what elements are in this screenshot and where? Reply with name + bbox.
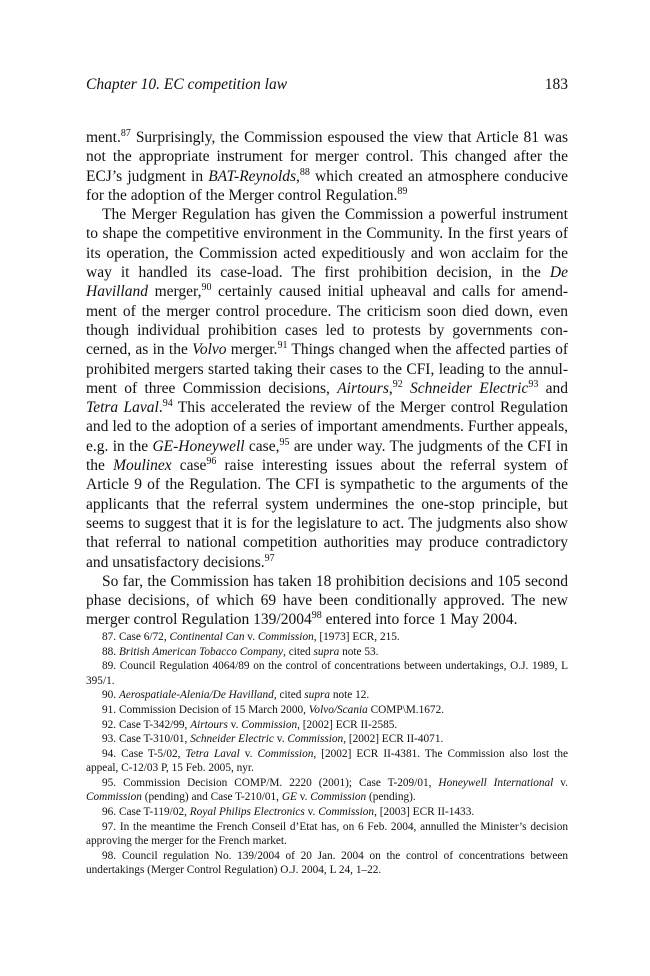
text-run: , cited [283,645,314,658]
text-run: certainly caused initial upheaval and calls for amendment of the merger control procedure. The criticism soon died down, even though individual prohibition cases led to protests by governments concerned, as in the [86,283,568,359]
case-name: Commission [287,733,344,746]
paragraph [86,128,568,205]
case-name: British American Tobacco Company [118,645,284,658]
text-run: and [538,379,568,397]
case-name: Commission [86,791,142,804]
text-run: note 12. [330,689,370,702]
text-run: . [158,399,163,417]
text-run: entered into force 1 May 2004. [321,611,518,629]
case-name: Tetra Laval [185,748,240,761]
text-run: 91. Commission Decision of 15 March 2000, [102,704,309,717]
case-name: BAT-Reynolds [208,167,297,185]
paragraph [86,205,568,572]
page-number: 183 [544,76,568,93]
text-run: case [171,457,207,475]
footnote-ref: 96 [206,456,217,468]
footnote-87 [86,630,568,644]
footnote-93 [86,732,568,746]
case-name: Royal Philips Electronics [189,805,305,818]
footnote-ref: 90 [201,282,212,294]
text-run: (pending) and Case T-210/01, [141,791,282,804]
footnote-ref: 88 [299,166,310,178]
text-run: 90. [102,689,119,702]
text-run: Surprisingly, the Commission espoused the view that Article 81 was not the appropriate instrument for merger control. This changed after the ECJ’s judgment in [86,129,568,185]
text-run: 96. Case T-119/02, [102,805,190,818]
text-run: , [2002] ECR II-2585. [297,718,398,731]
text-run: 87. Case 6/72, [102,631,170,643]
text-run: ment. [86,129,121,146]
text-run: The Merger Regulation has given the Commission a powerful instrument to shape the competitive environment in the Community. In the first years of its operation, the Commission acted expeditiously and won acclaim for the way it handled its case-load. The first prohibition decision, in the [86,206,568,282]
case-name: Tetra Laval [86,399,159,417]
case-name: Volvo/Scania [308,704,368,717]
running-head [86,76,568,94]
text-run: , [2002] ECR II-4071. [343,733,444,746]
footnote-ref: 89 [397,185,408,197]
case-name: Commission [257,631,314,643]
text-run: (pending). [366,791,416,804]
text-run: 95. Commission Decision COMP/M. 2220 (2001); Case T-209/01, [102,777,439,790]
text-run: v. [244,631,258,643]
footnote-ref: 97 [264,552,275,564]
footnote-90 [86,688,568,702]
text-run: v. [273,733,288,746]
case-name: Commission [310,791,367,804]
text-run: which created an atmosphere conducive for the adoption of the Merger control Regulation. [86,167,568,204]
footnote-ref: 98 [311,610,322,622]
chapter-title: Chapter 10. EC competition law [86,76,288,93]
text-run: merger, [148,283,202,301]
footnote-95 [86,776,568,804]
text-run: , [388,379,393,397]
case-name: Moulinex [113,457,172,475]
footnote-ref: 91 [277,340,288,352]
case-name: Airtours [337,379,389,397]
case-name: Commission [318,805,375,818]
text-run: , [296,167,300,185]
footnote-97 [86,820,568,848]
footnote-ref: 94 [162,398,173,410]
footnote-91 [86,703,568,717]
text-run: 97. In the meantime the French Conseil d’Etat has, on 6 Feb. 2004, annulled the Minister’s decision approving the merger for the French market. [86,820,568,847]
paragraph [86,572,568,630]
footnote-94 [86,747,568,775]
text-run: COMP\M.1672. [367,704,445,717]
text-run: 98. Council regulation No. 139/2004 of 20 Jan. 2004 on the control of concentrations between undertakings (Merger Control Regulation) O.J. 2004, L 24, 1–22. [86,849,568,876]
text-run: v. [227,718,242,731]
case-name: GE-Honeywell [152,437,245,455]
text-run: 92. Case T-342/99, [102,718,191,731]
text-run: v. [239,748,258,761]
text-run: v. [553,777,568,790]
footnotes [86,630,568,877]
case-name: De Havilland [86,264,568,301]
case-name: Aerospatiale-Alenia/De Havilland [118,689,274,702]
body-text [86,128,568,630]
footnote-ref: 93 [528,378,539,390]
footnote-ref: 92 [392,378,403,390]
text-run: , cited [273,689,305,702]
text-run: v. [296,791,311,804]
text-run: 94. Case T-5/02, [102,748,186,761]
footnote-96 [86,805,568,819]
footnote-88 [86,645,568,659]
text-run: Things changed when the affected parties of prohibited mergers started taking their cases to the CFI, leading to the annulment of three Commission decisions, [86,341,568,397]
text-run: , [2002] ECR II-4381. The Commission also lost the appeal, C-12/03 P, 15 Feb. 2005, nyr. [86,748,569,775]
footnote-ref: 95 [279,436,290,448]
text-run: 88. [102,645,119,658]
text-run: , [1973] ECR, 215. [313,631,400,643]
text-run: This accelerated the review of the Merger control Regulation and led to the adoption of a series of important amendments. Further appeals, e.g. in the [86,399,568,455]
text-run: 93. Case T-310/01, [102,733,191,746]
citation-term: supra [313,645,340,658]
footnote-ref: 87 [120,128,131,139]
text-run: v. [304,805,319,818]
text-run: case, [244,437,280,455]
text-run: merger. [226,341,278,359]
case-name: Volvo [192,341,227,359]
text-run: raise interesting issues about the referral system of Article 9 of the Regulation. The CFI is sympathetic to the arguments of the applicants that the referral system undermines the one-stop principle, but seems to suggest that it is for the legislature to act. The judgments also show that referral to national competition authorities may produce contradictory and unsatisfactory decisions. [86,457,569,571]
case-name: Continental Can [169,631,245,643]
text-run: note 53. [339,645,379,658]
case-name: Honeywell International [438,777,554,790]
case-name: Schneider Electric [410,379,529,397]
case-name: GE [281,791,297,804]
footnote-89 [86,659,568,687]
case-name: Commission [241,718,298,731]
text-run: So far, the Commission has taken 18 prohibition decisions and 105 second phase decisions, of which 69 have been conditionally approved. The new merger control Regulation 139/2004 [86,572,568,629]
text-run: are under way. The judgments of the CFI in the [86,437,569,475]
footnote-98 [86,849,568,877]
text-run [403,380,410,397]
case-name: Airtours [190,718,228,731]
citation-term: supra [304,689,331,702]
text-run: , [2003] ECR II-1433. [374,805,475,818]
text-run: 89. Council Regulation 4064/89 on the control of concentrations between undertakings, O.J. 1989, L 395/1. [86,660,568,687]
case-name: Commission [257,748,314,761]
case-name: Schneider Electric [190,733,274,746]
footnote-92 [86,718,568,732]
